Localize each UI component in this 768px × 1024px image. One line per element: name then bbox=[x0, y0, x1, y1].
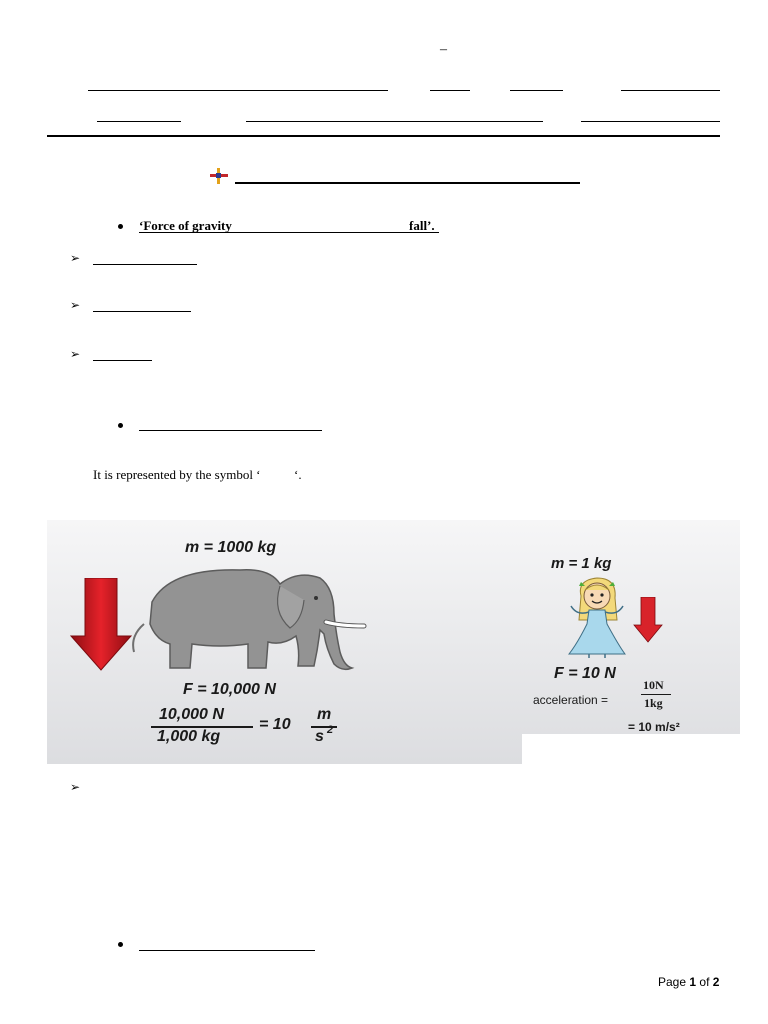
elephant-mass: m = 1000 kg bbox=[185, 539, 277, 556]
symbol-sentence-start: It is represented by the symbol ‘ bbox=[93, 467, 261, 482]
arrow-bullet-icon: ➢ bbox=[70, 347, 81, 361]
blank-line bbox=[139, 950, 315, 951]
gravity-quote-start: ‘Force of gravity bbox=[139, 218, 232, 233]
page-current: 1 bbox=[689, 975, 697, 989]
blank-line bbox=[93, 311, 191, 312]
bullet-dot bbox=[118, 423, 123, 428]
gravity-quote-underline bbox=[139, 232, 439, 233]
page-number bbox=[658, 975, 719, 989]
gravity-quote-end: fall’. bbox=[409, 218, 435, 233]
elephant-illustration bbox=[130, 564, 370, 676]
symbol-sentence-end: ‘. bbox=[294, 467, 302, 482]
calc-equals: = 10 bbox=[259, 716, 291, 733]
star-icon bbox=[210, 168, 228, 184]
blank-line bbox=[510, 90, 563, 91]
calc-numerator: 10,000 N bbox=[159, 706, 224, 723]
blank-line bbox=[246, 121, 543, 122]
girl-mass: m = 1 kg bbox=[551, 555, 612, 572]
down-arrow-icon bbox=[69, 578, 133, 672]
gravity-figure bbox=[47, 520, 740, 764]
accel-fraction-bar bbox=[641, 694, 671, 695]
girl-illustration bbox=[559, 576, 639, 658]
arrow-bullet-icon: ➢ bbox=[70, 780, 81, 794]
calc-unit-exponent: 2 bbox=[327, 724, 334, 736]
blank-line bbox=[93, 360, 152, 361]
header-dash: – bbox=[440, 42, 447, 57]
page-total: 2 bbox=[712, 975, 720, 989]
small-down-arrow-icon bbox=[633, 597, 663, 643]
accel-result: = 10 m/s² bbox=[628, 720, 680, 734]
arrow-bullet-icon: ➢ bbox=[70, 298, 81, 312]
of-word: of bbox=[699, 975, 710, 989]
acceleration-label: acceleration = bbox=[533, 693, 609, 707]
figure-notch bbox=[522, 734, 740, 764]
blank-line bbox=[93, 264, 197, 265]
blank-line bbox=[97, 121, 181, 122]
calc-denominator: 1,000 kg bbox=[157, 728, 221, 745]
calc-unit-numerator: m bbox=[317, 706, 332, 723]
arrow-bullet-icon: ➢ bbox=[70, 251, 81, 265]
elephant-force: F = 10,000 N bbox=[183, 681, 276, 698]
page-word: Page bbox=[658, 975, 687, 989]
blank-line bbox=[581, 121, 720, 122]
blank-line bbox=[430, 90, 470, 91]
accel-numerator: 10N bbox=[643, 678, 664, 692]
girl-force: F = 10 N bbox=[554, 665, 616, 682]
header-divider bbox=[47, 135, 720, 137]
bullet-dot bbox=[118, 942, 123, 947]
blank-line bbox=[139, 430, 322, 431]
calc-unit-denominator: s bbox=[315, 728, 324, 745]
section-title-blank bbox=[235, 182, 580, 184]
blank-line bbox=[88, 90, 388, 91]
accel-denominator: 1kg bbox=[644, 696, 663, 710]
blank-line bbox=[621, 90, 720, 91]
bullet-dot bbox=[118, 224, 123, 229]
